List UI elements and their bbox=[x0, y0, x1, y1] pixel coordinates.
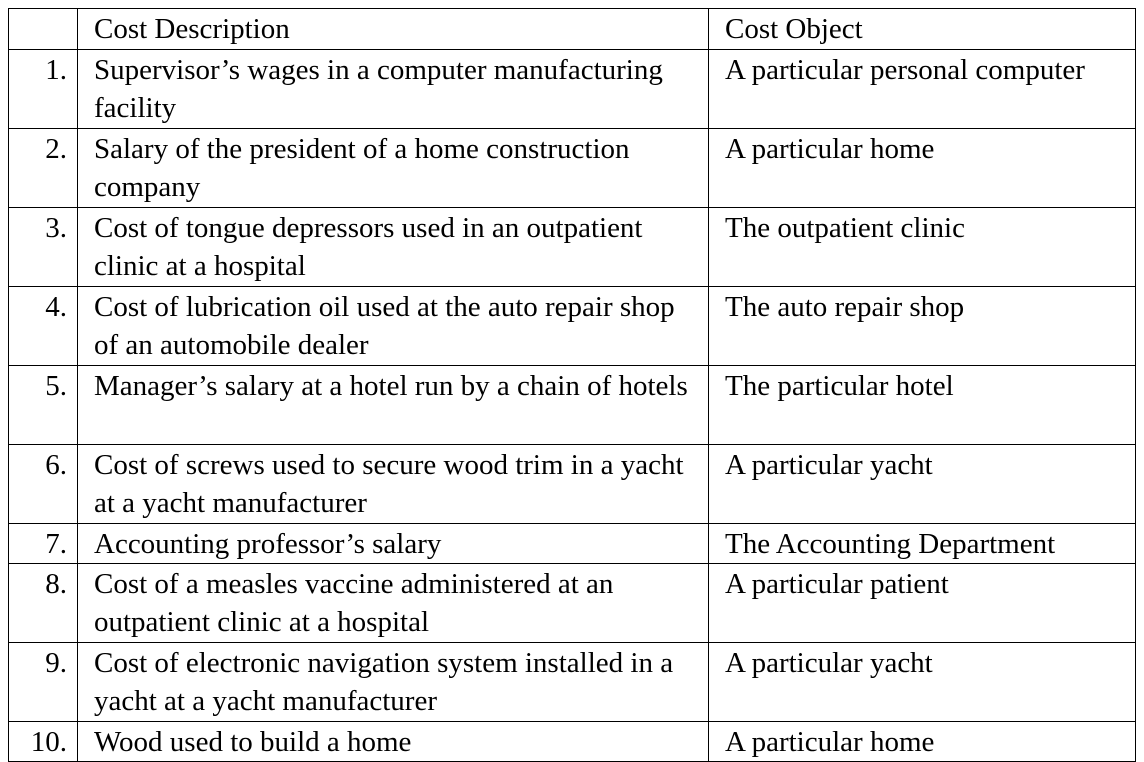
cost-object: The auto repair shop bbox=[709, 287, 1136, 366]
cost-object: A particular yacht bbox=[709, 643, 1136, 722]
row-number: 10. bbox=[9, 722, 78, 762]
table-row bbox=[9, 445, 1136, 524]
row-number: 1. bbox=[9, 50, 78, 129]
table-row bbox=[9, 366, 1136, 445]
table-row bbox=[9, 129, 1136, 208]
table-row bbox=[9, 287, 1136, 366]
table-row bbox=[9, 50, 1136, 129]
row-number: 9. bbox=[9, 643, 78, 722]
row-number: 6. bbox=[9, 445, 78, 524]
cost-object: The outpatient clinic bbox=[709, 208, 1136, 287]
cost-description: Salary of the president of a home construction company bbox=[78, 129, 709, 208]
table-row bbox=[9, 524, 1136, 564]
row-number: 4. bbox=[9, 287, 78, 366]
row-number: 8. bbox=[9, 564, 78, 643]
row-number: 2. bbox=[9, 129, 78, 208]
cost-description: Cost of screws used to secure wood trim in a yacht at a yacht manufacturer bbox=[78, 445, 709, 524]
row-number: 3. bbox=[9, 208, 78, 287]
cost-object: A particular personal computer bbox=[709, 50, 1136, 129]
cost-object: A particular home bbox=[709, 129, 1136, 208]
cost-description: Cost of tongue depressors used in an outpatient clinic at a hospital bbox=[78, 208, 709, 287]
cost-description: Accounting professor’s salary bbox=[78, 524, 709, 564]
cost-description: Cost of a measles vaccine administered at an outpatient clinic at a hospital bbox=[78, 564, 709, 643]
cost-table bbox=[8, 8, 1136, 762]
cost-object: A particular patient bbox=[709, 564, 1136, 643]
cost-object: The particular hotel bbox=[709, 366, 1136, 445]
row-number: 5. bbox=[9, 366, 78, 445]
cost-object: A particular home bbox=[709, 722, 1136, 762]
table-row bbox=[9, 564, 1136, 643]
table-header-row bbox=[9, 9, 1136, 50]
header-cost-object: Cost Object bbox=[709, 9, 1136, 50]
cost-description: Manager’s salary at a hotel run by a chain of hotels bbox=[78, 366, 709, 445]
cost-description: Cost of lubrication oil used at the auto repair shop of an automobile dealer bbox=[78, 287, 709, 366]
table-row bbox=[9, 208, 1136, 287]
table-row bbox=[9, 643, 1136, 722]
cost-description: Wood used to build a home bbox=[78, 722, 709, 762]
cost-description: Supervisor’s wages in a computer manufacturing facility bbox=[78, 50, 709, 129]
header-cost-description: Cost Description bbox=[78, 9, 709, 50]
row-number: 7. bbox=[9, 524, 78, 564]
header-number bbox=[9, 9, 78, 50]
cost-object: The Accounting Department bbox=[709, 524, 1136, 564]
table-row bbox=[9, 722, 1136, 762]
cost-description: Cost of electronic navigation system installed in a yacht at a yacht manufacturer bbox=[78, 643, 709, 722]
cost-object: A particular yacht bbox=[709, 445, 1136, 524]
